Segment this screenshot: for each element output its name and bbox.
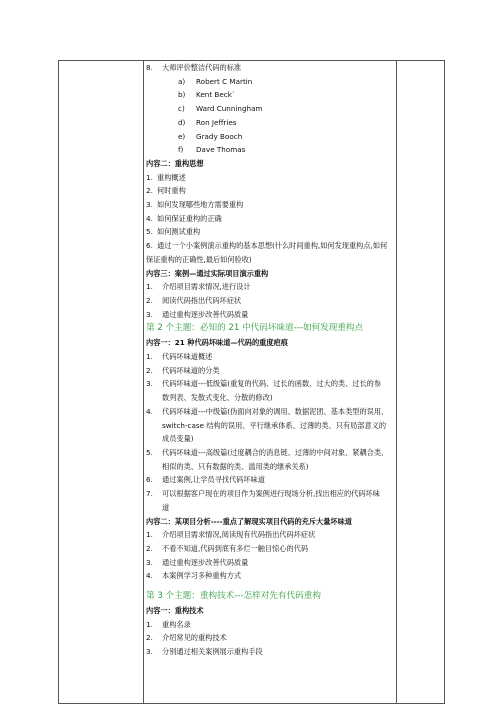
section-heading: 内容二：某项目分析----重点了解现实项目代码的充斥大量坏味道 <box>146 516 352 526</box>
section-heading: 内容三：案例—通过实际项目演示重构 <box>146 268 269 278</box>
list-item: 2. 代码坏味道的分类 <box>146 365 220 375</box>
list-item: 4. 本案例学习多种重构方式 <box>146 571 242 581</box>
table-border-right <box>444 60 445 704</box>
list-item: 5. 如何测试重构 <box>146 227 201 237</box>
list-item-continuation: switch-case 结构的误用、平行继承体系、过薄的类、只有局部意义的 <box>162 420 387 430</box>
section-heading: 内容一：重构技术 <box>146 606 204 616</box>
list-item: 1. 重构概述 <box>146 172 186 182</box>
master-item: f) Dave Thomas <box>178 145 246 155</box>
list-item: 3. 代码坏味道---低级篇(重复的代码、过长的函数、过大的类、过长的参 <box>146 379 382 389</box>
section-heading: 内容二：重构思想 <box>146 158 204 168</box>
master-item: c) Ward Cunningham <box>178 104 263 114</box>
list-item: 3. 通过重构逐步改善代码质量 <box>146 557 249 567</box>
table-border-bottom <box>58 703 445 704</box>
master-item: a) Robert C Martin <box>178 76 253 86</box>
list-item: 2. 阅读代码指出代码坏症状 <box>146 295 242 305</box>
section-heading: 内容一：21 种代码坏味道—代码的重度疤痕 <box>146 338 288 348</box>
syllabus-content <box>146 61 396 659</box>
master-item: d) Ron Jeffries <box>178 117 237 127</box>
list-item: 3. 通过重构逐步改善代码质量 <box>146 309 249 319</box>
list-item: 1. 重构名录 <box>146 619 191 629</box>
master-item: e) Grady Booch <box>178 131 243 141</box>
list-item: 2. 介绍常见的重构技术 <box>146 633 227 643</box>
table-border-col3 <box>396 60 397 704</box>
table-border-left <box>58 60 59 704</box>
list-item-continuation: 数列表、发散式变化、分散的修改) <box>162 393 273 403</box>
topic-title: 第 3 个主题：重构技术---怎样对先有代码重构 <box>146 591 321 602</box>
list-item: 6. 通过一个小案例演示重构的基本思想(什么时间重构,如何发现重构点,如何 <box>146 241 388 251</box>
table-border-col2 <box>143 60 144 704</box>
list-item: 2. 不看不知道,代码到底有多烂一触目惊心的代码 <box>146 543 309 553</box>
topic-title: 第 2 个主题：必知的 21 中代码坏味道---如何发现重构点 <box>146 323 364 334</box>
list-item-continuation: 保证重构的正确性,最后如何验收) <box>146 254 252 264</box>
list-item: 7. 可以根据客户现在的项目作为案例进行现场分析,找出相应的代码坏味 <box>146 489 380 499</box>
list-item-continuation: 道 <box>162 502 170 512</box>
master-item: b) Kent Beck` <box>178 90 236 100</box>
list-item: 3. 如何发现哪些地方需要重构 <box>146 200 244 210</box>
list-item: 3. 分别通过相关案例展示重构手段 <box>146 647 263 657</box>
list-item: 5. 代码坏味道---高级篇(过度耦合的消息链、过薄的中间对象、紧耦合类、 <box>146 447 389 457</box>
list-item: 4. 如何保证重构的正确 <box>146 213 222 223</box>
list-item: 6. 通过案例,让学员寻找代码坏味道 <box>146 475 265 485</box>
list-item-continuation: 成员变量) <box>162 434 194 444</box>
list-item: 1. 介绍项目需求情况,阅读现有代码指出代码坏症状 <box>146 530 316 540</box>
list-item: 8. 大师评价整洁代码的标准 <box>146 63 242 72</box>
list-item: 4. 代码坏味道---中级篇(伪面向对象的调用、数据泥团、基本类型的误用、 <box>146 406 389 416</box>
list-item: 2. 何时重构 <box>146 186 186 196</box>
list-item: 1. 代码坏味道概述 <box>146 352 213 362</box>
list-item: 1. 介绍项目需求情况,进行设计 <box>146 282 251 292</box>
list-item-continuation: 相似的类、只有数据的类、滥用类的继承关系) <box>162 461 309 471</box>
